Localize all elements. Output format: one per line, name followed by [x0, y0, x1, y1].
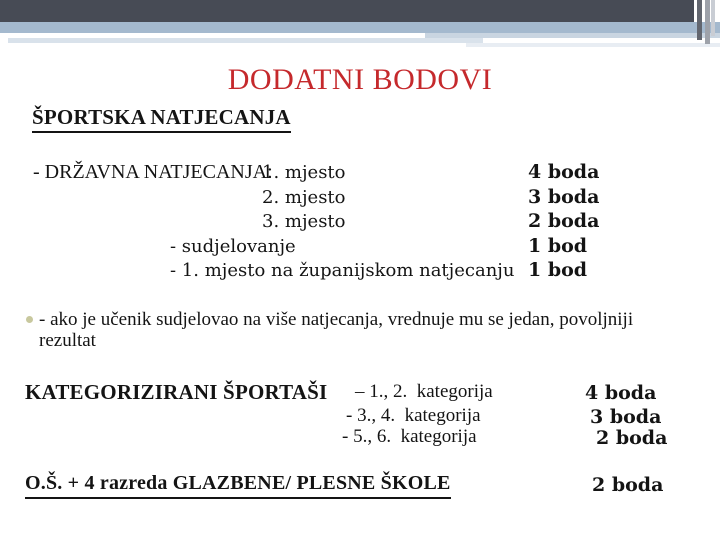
points-cell: 2 boda: [528, 210, 600, 232]
note-text-line: - ako je učenik sudjelovao na više natjecanja, vrednuje mu se jedan, povoljniji: [39, 309, 634, 330]
header-blue-band: [0, 22, 720, 33]
points-cell: 2 boda: [596, 427, 668, 449]
points-cell: 3 boda: [590, 406, 662, 428]
place-cell: 2. mjesto: [262, 187, 346, 208]
header-light-strip: [466, 43, 720, 47]
points-cell: 4 boda: [585, 382, 657, 404]
category-cell: - 3., 4. kategorija: [346, 405, 481, 426]
section-heading-music-school: O.Š. + 4 razreda GLAZBENE/ PLESNE ŠKOLE: [25, 472, 451, 499]
place-cell: - 1. mjesto na županijskom natjecanju: [170, 260, 515, 281]
points-cell: 1 bod: [528, 259, 588, 281]
place-cell: 1. mjesto: [262, 162, 346, 183]
category-cell: - 5., 6. kategorija: [342, 426, 477, 447]
place-cell: 3. mjesto: [262, 211, 346, 232]
note-text-line: rezultat: [39, 330, 96, 351]
section-heading-kategorizirani: KATEGORIZIRANI ŠPORTAŠI: [25, 380, 328, 404]
section-heading-sport: ŠPORTSKA NATJECANJA: [32, 105, 291, 133]
points-cell: 2 boda: [592, 474, 664, 496]
row-label-drzavna: - DRŽAVNA NATJECANJA:: [33, 161, 273, 183]
slide-title: DODATNI BODOVI: [227, 63, 493, 96]
place-cell: - sudjelovanje: [170, 236, 296, 257]
bullet-icon: [26, 316, 33, 323]
header-accent-stripe: [697, 0, 702, 40]
category-cell: – 1., 2. kategorija: [355, 381, 493, 402]
header-dark-bar: [0, 0, 694, 22]
header-light-strip: [8, 38, 483, 43]
points-cell: 4 boda: [528, 161, 600, 183]
points-cell: 1 bod: [528, 235, 588, 257]
points-cell: 3 boda: [528, 186, 600, 208]
header-accent-stripe: [705, 0, 710, 44]
header-accent-stripe: [711, 0, 715, 36]
